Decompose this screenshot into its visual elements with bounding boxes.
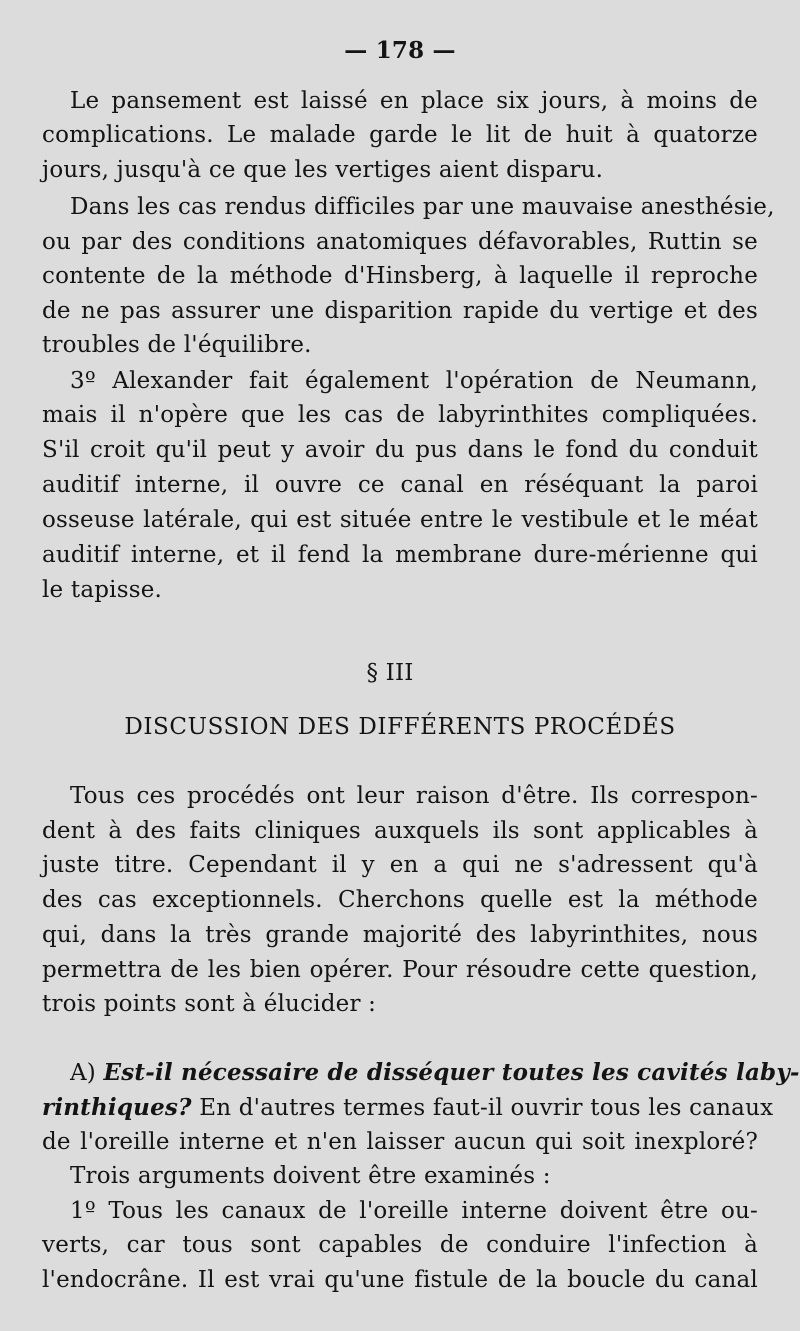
question-italic: rinthiques? <box>42 1094 192 1121</box>
text-line: 3º Alexander fait également l'opération de Neumann, <box>70 368 758 394</box>
question-italic: Est-il nécessaire de disséquer toutes les cavités laby- <box>103 1059 800 1086</box>
text-line: complications. Le malade garde le lit de huit à quatorze <box>42 122 758 148</box>
text-line: dent à des faits cliniques auxquels ils sont applicables à <box>42 818 758 844</box>
text-line: auditif interne, et il fend la membrane dure-mérienne qui <box>42 542 758 568</box>
text-line: S'il croit qu'il peut y avoir du pus dans le fond du conduit <box>42 437 758 463</box>
text-line: trois points sont à élucider : <box>42 991 377 1017</box>
text-line: Trois arguments doivent être examinés : <box>70 1163 551 1189</box>
text-line: qui, dans la très grande majorité des labyrinthites, nous <box>42 922 758 948</box>
question-line <box>42 1093 774 1123</box>
question-prefix: A) <box>70 1060 104 1086</box>
text-line: osseuse latérale, qui est située entre le vestibule et le méat <box>42 507 758 533</box>
text-line: Dans les cas rendus difficiles par une mauvaise anesthésie, <box>70 194 775 220</box>
question-text: En d'autres termes faut-il ouvrir tous les canaux <box>191 1095 774 1121</box>
text-line: juste titre. Cependant il y en a qui ne s'adressent qu'à <box>42 852 758 878</box>
text-line: permettra de les bien opérer. Pour résoudre cette question, <box>42 957 758 983</box>
text-line: l'endocrâne. Il est vrai qu'une fistule de la boucle du canal <box>42 1267 758 1293</box>
text-line: de ne pas assurer une disparition rapide du vertige et des <box>42 298 758 324</box>
section-mark: § III <box>366 660 414 686</box>
question-line: de l'oreille interne et n'en laisser aucun qui soit inexploré? <box>42 1129 758 1155</box>
text-line: Tous ces procédés ont leur raison d'être. Ils correspon- <box>70 783 758 809</box>
text-line: contente de la méthode d'Hinsberg, à laquelle il reproche <box>42 263 758 289</box>
text-line: troubles de l'équilibre. <box>42 332 312 358</box>
text-line: Le pansement est laissé en place six jours, à moins de <box>70 88 758 114</box>
text-line: des cas exceptionnels. Cherchons quelle est la méthode <box>42 887 758 913</box>
text-line: le tapisse. <box>42 577 163 603</box>
text-line: mais il n'opère que les cas de labyrinthites compliquées. <box>42 402 758 428</box>
text-line: jours, jusqu'à ce que les vertiges aient disparu. <box>42 157 604 183</box>
text-line: 1º Tous les canaux de l'oreille interne doivent être ou- <box>70 1198 758 1224</box>
section-title: DISCUSSION DES DIFFÉRENTS PROCÉDÉS <box>124 714 676 740</box>
text-line: ou par des conditions anatomiques défavorables, Ruttin se <box>42 229 758 255</box>
question-line <box>70 1058 800 1088</box>
text-line: verts, car tous sont capables de conduire l'infection à <box>42 1232 758 1258</box>
text-line: auditif interne, il ouvre ce canal en réséquant la paroi <box>42 472 758 498</box>
page-number: — 178 — <box>344 37 456 64</box>
